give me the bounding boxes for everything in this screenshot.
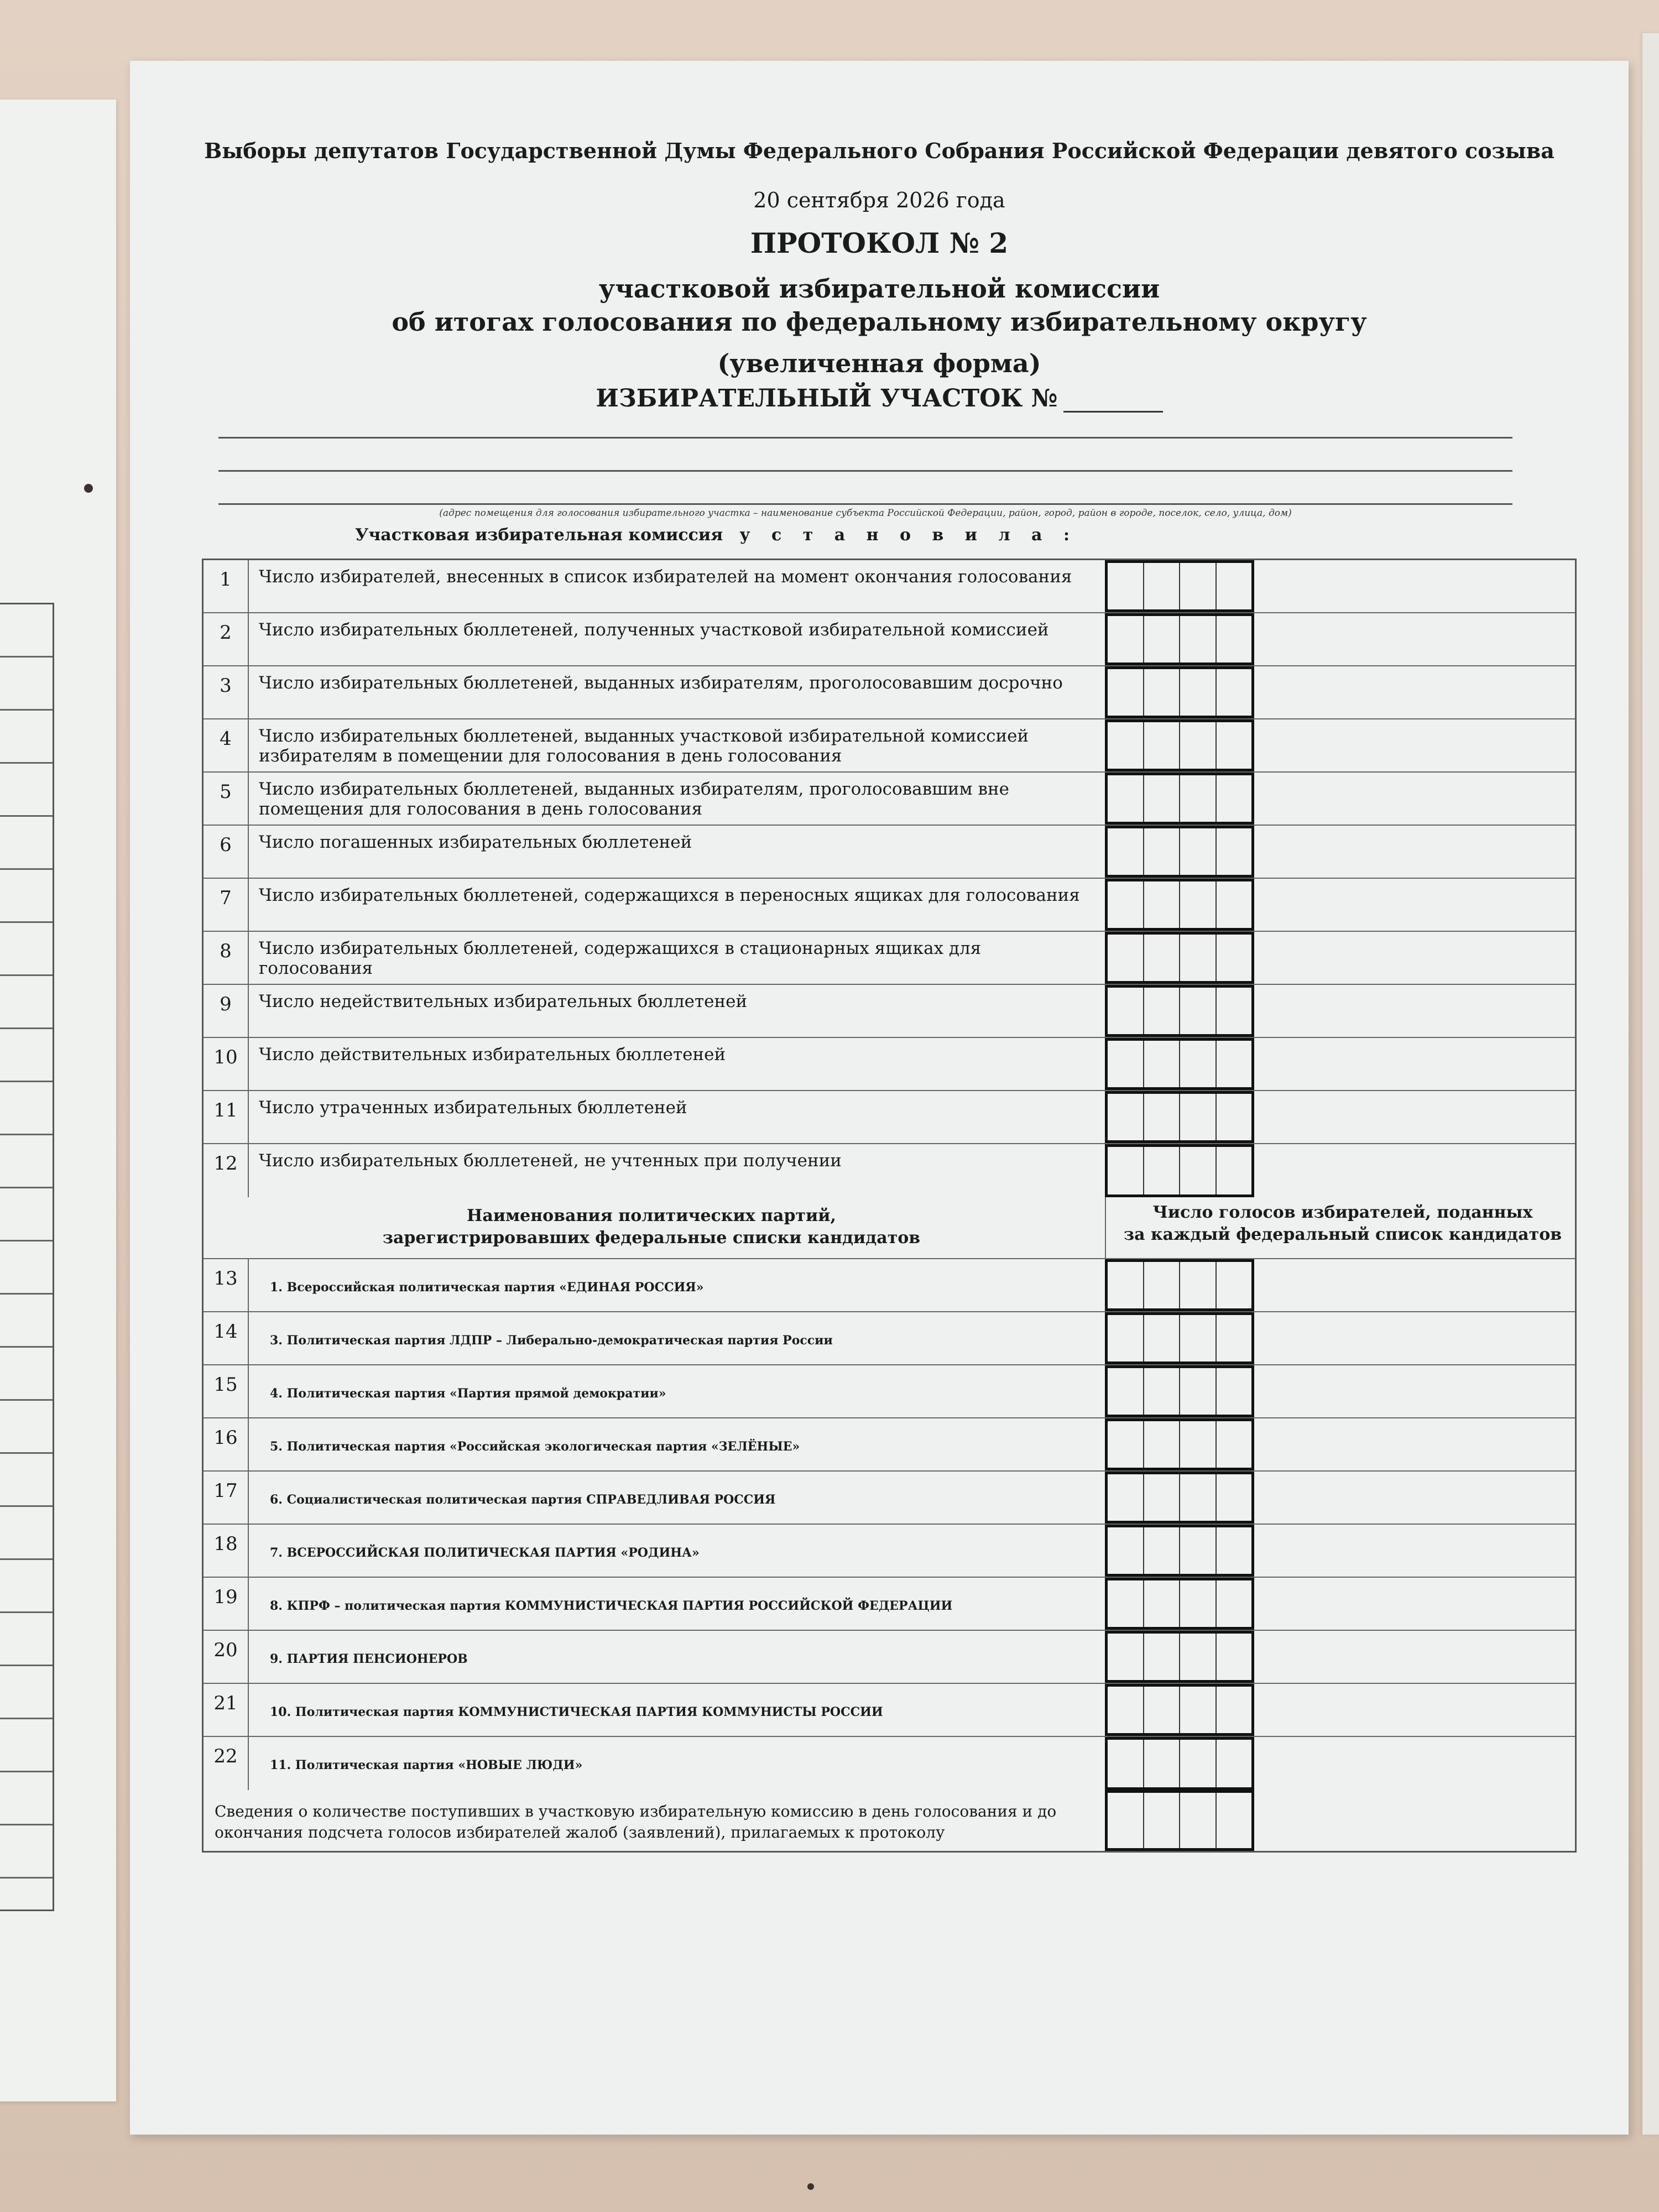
digit-cell[interactable] [1217,669,1252,716]
party-row [204,1418,1575,1472]
row-label: Число избирательных бюллетеней, содержащихся в переносных ящиках для голосования [259,885,1080,905]
digit-cell[interactable] [1144,616,1181,662]
digit-cells [1105,1418,1254,1470]
digit-cell[interactable] [1217,616,1252,662]
party-name: 4. Политическая партия «Партия прямой демократии» [270,1386,666,1401]
row-label: Число избирательных бюллетеней, полученных участковой избирательной комиссией [259,620,1049,640]
protocol-row [204,773,1575,826]
row-label: Число избирательных бюллетеней, выданных участковой избирательной комиссией избирателям в помещении для голосования в день голосования [259,726,1029,766]
parties-header-right [1110,1202,1575,1246]
row-number: 17 [204,1472,249,1524]
party-row [204,1472,1575,1525]
row-number: 1 [204,560,249,612]
digit-cell[interactable] [1144,1147,1181,1194]
parties-header-right-line2: за каждый федеральный список кандидатов [1123,1225,1562,1244]
digit-cells [1105,1525,1254,1577]
digit-cell[interactable] [1217,1368,1252,1415]
digit-cell[interactable] [1217,1580,1252,1627]
column-divider [1105,1197,1106,1258]
digit-cell[interactable] [1108,775,1144,822]
protocol-row [204,719,1575,773]
protocol-row [204,932,1575,985]
digit-cell[interactable] [1180,775,1217,822]
party-name: 11. Политическая партия «НОВЫЕ ЛЮДИ» [270,1758,583,1772]
party-row [204,1525,1575,1578]
digit-cell[interactable] [1108,1368,1144,1415]
party-row [204,1365,1575,1418]
party-row [204,1684,1575,1737]
row-label: Число утраченных избирательных бюллетеней [259,1098,687,1118]
digit-cell[interactable] [1180,1740,1217,1787]
commission-line: участковой избирательной комиссии [598,274,1160,304]
form-title-spaced: у с т а н о в и л а : [739,525,1078,545]
digit-cell[interactable] [1217,1094,1252,1140]
row-number: 6 [204,826,249,878]
row-number: 20 [204,1631,249,1683]
row-label: Число действительных избирательных бюллетеней [259,1045,726,1065]
digit-cell[interactable] [1217,1147,1252,1194]
row-number: 7 [204,879,249,931]
digit-cell[interactable] [1217,935,1252,981]
digit-cell[interactable] [1108,828,1144,875]
party-row [204,1631,1575,1684]
adjacent-sheet-table [0,603,54,1911]
digit-cell[interactable] [1180,616,1217,662]
digit-cells [1105,773,1254,825]
digit-cell[interactable] [1108,722,1144,769]
digit-cell[interactable] [1180,1147,1217,1194]
digit-cell[interactable] [1144,775,1181,822]
party-name: 3. Политическая партия ЛДПР – Либерально-демократическая партия России [270,1333,833,1348]
digit-cell[interactable] [1108,1421,1144,1468]
protocol-sheet [130,61,1629,2135]
digit-cell[interactable] [1108,1474,1144,1521]
digit-cells [1105,985,1254,1037]
digit-cells [1105,613,1254,665]
digit-cells [1105,826,1254,878]
complaints-digit-cells [1105,1790,1254,1851]
digit-cell[interactable] [1180,1634,1217,1680]
digit-cells [1105,932,1254,984]
digit-cell[interactable] [1108,1687,1144,1733]
digit-cell[interactable] [1217,1474,1252,1521]
digit-cell[interactable] [1180,1687,1217,1733]
party-row [204,1312,1575,1365]
digit-cell[interactable] [1217,881,1252,928]
digit-cell[interactable] [1144,1094,1181,1140]
protocol-row [204,1144,1575,1197]
digit-cell[interactable] [1217,1740,1252,1787]
digit-cell[interactable] [1217,1421,1252,1468]
digit-cells [1105,1472,1254,1524]
party-name: 1. Всероссийская политическая партия «ЕДИНАЯ РОССИЯ» [270,1280,704,1295]
digit-cells [1105,1259,1254,1311]
digit-cells [1105,879,1254,931]
address-line[interactable] [218,437,1512,439]
party-name: 10. Политическая партия КОММУНИСТИЧЕСКАЯ ПАРТИЯ КОММУНИСТЫ РОССИИ [270,1705,883,1719]
row-number: 3 [204,666,249,718]
elections-title: Выборы депутатов Государственной Думы Федерального Собрания Российской Федерации девятого созыва [204,138,1554,163]
digit-cell[interactable] [1217,775,1252,822]
digit-cell[interactable] [1217,722,1252,769]
digit-cell[interactable] [1108,935,1144,981]
election-date: 20 сентября 2026 года [753,188,1005,212]
row-label: Число избирательных бюллетеней, выданных избирателям, проголосовавшим досрочно [259,673,1063,693]
digit-cell[interactable] [1180,988,1217,1034]
complaints-row [204,1790,1575,1851]
row-number: 12 [204,1144,249,1197]
digit-cell[interactable] [1108,1262,1144,1308]
address-caption: (адрес помещения для голосования избирательного участка – наименование субъекта Российской Федерации, район, город, район в городе, поселок, село, улица, дом) [439,508,1292,519]
digit-cell[interactable] [1144,1634,1181,1680]
digit-cell[interactable] [1180,563,1217,609]
digit-cell[interactable] [1144,722,1181,769]
form-title-prefix: Участковая избирательная комиссия [354,525,723,545]
digit-cells [1105,560,1254,612]
digit-cell[interactable] [1108,881,1144,928]
precinct-label: ИЗБИРАТЕЛЬНЫЙ УЧАСТОК № [596,384,1058,413]
protocol-table [202,559,1577,1853]
digit-cell[interactable] [1108,1041,1144,1087]
protocol-row [204,666,1575,719]
digit-cell[interactable] [1217,1793,1252,1848]
digit-cell[interactable] [1217,563,1252,609]
digit-cell[interactable] [1180,722,1217,769]
digit-cell[interactable] [1108,1580,1144,1627]
party-name: 7. ВСЕРОССИЙСКАЯ ПОЛИТИЧЕСКАЯ ПАРТИЯ «РОДИНА» [270,1546,700,1560]
digit-cells [1105,1144,1254,1197]
digit-cell[interactable] [1180,1368,1217,1415]
digit-cell[interactable] [1144,828,1181,875]
address-line[interactable] [218,503,1512,505]
digit-cells [1105,719,1254,771]
digit-cell[interactable] [1217,988,1252,1034]
digit-cell[interactable] [1108,563,1144,609]
party-name: 6. Социалистическая политическая партия СПРАВЕДЛИВАЯ РОССИЯ [270,1493,776,1507]
digit-cell[interactable] [1180,1421,1217,1468]
digit-cell[interactable] [1108,1740,1144,1787]
protocol-rows [204,560,1575,1197]
protocol-row [204,1038,1575,1091]
digit-cells [1105,1038,1254,1090]
digit-cell[interactable] [1144,1740,1181,1787]
precinct-line [130,384,1629,413]
digit-cell[interactable] [1144,1580,1181,1627]
protocol-row [204,560,1575,613]
party-rows [204,1259,1575,1790]
digit-cell[interactable] [1144,1474,1181,1521]
digit-cell[interactable] [1180,669,1217,716]
row-number: 21 [204,1684,249,1736]
digit-cell[interactable] [1144,1315,1181,1361]
digit-cell[interactable] [1144,1041,1181,1087]
digit-cell[interactable] [1144,1368,1181,1415]
protocol-title: ПРОТОКОЛ № 2 [750,227,1009,259]
digit-cell[interactable] [1180,1094,1217,1140]
parties-header-left-line2: зарегистрировавших федеральные списки кандидатов [382,1228,921,1248]
row-label: Число избирательных бюллетеней, выданных избирателям, проголосовавшим вне помещения для голосования в день голосования [259,779,1009,819]
party-row [204,1259,1575,1312]
row-number: 4 [204,719,249,771]
party-name: 5. Политическая партия «Российская экологическая партия «ЗЕЛЁНЫЕ» [270,1439,800,1454]
digit-cell[interactable] [1108,1527,1144,1574]
digit-cell[interactable] [1108,1793,1144,1848]
form-section-title [218,525,1214,545]
row-number: 16 [204,1418,249,1470]
digit-cell[interactable] [1180,881,1217,928]
digit-cell[interactable] [1180,1474,1217,1521]
digit-cell[interactable] [1108,988,1144,1034]
digit-cell[interactable] [1180,935,1217,981]
address-line[interactable] [218,470,1512,472]
subject-line: об итогах голосования по федеральному избирательному округу [392,307,1367,337]
protocol-row [204,826,1575,879]
adjacent-sheet-left [0,100,116,2101]
wall-pin [84,484,93,493]
digit-cell[interactable] [1217,1687,1252,1733]
digit-cells [1105,1365,1254,1417]
row-number: 9 [204,985,249,1037]
parties-header-right-line1: Число голосов избирателей, поданных [1152,1203,1533,1222]
digit-cell[interactable] [1180,1262,1217,1308]
row-label: Число избирательных бюллетеней, содержащихся в стационарных ящиках для голосования [259,938,982,978]
row-label: Число погашенных избирательных бюллетеней [259,832,692,852]
form-type-line: (увеличенная форма) [717,348,1041,378]
digit-cell[interactable] [1217,1041,1252,1087]
digit-cell[interactable] [1108,1094,1144,1140]
adjacent-sheet-right [1642,33,1659,2135]
row-label: Число избирателей, внесенных в список избирателей на момент окончания голосования [259,567,1072,587]
digit-cell[interactable] [1217,1315,1252,1361]
digit-cell[interactable] [1144,1262,1181,1308]
party-name: 8. КПРФ – политическая партия КОММУНИСТИЧЕСКАЯ ПАРТИЯ РОССИЙСКОЙ ФЕДЕРАЦИИ [270,1599,953,1613]
digit-cells [1105,1312,1254,1364]
digit-cell[interactable] [1180,828,1217,875]
digit-cell[interactable] [1108,1634,1144,1680]
digit-cell[interactable] [1180,1527,1217,1574]
parties-header-left-line1: Наименования политических партий, [467,1206,836,1225]
digit-cell[interactable] [1144,881,1181,928]
row-number: 11 [204,1091,249,1143]
digit-cell[interactable] [1144,669,1181,716]
digit-cell[interactable] [1180,1315,1217,1361]
digit-cell[interactable] [1144,1687,1181,1733]
digit-cell[interactable] [1180,1793,1217,1848]
digit-cell[interactable] [1217,828,1252,875]
protocol-row [204,879,1575,932]
protocol-row [204,985,1575,1038]
digit-cell[interactable] [1217,1527,1252,1574]
digit-cells [1105,1631,1254,1683]
row-number: 2 [204,613,249,665]
row-label: Число недействительных избирательных бюллетеней [259,992,748,1011]
row-number: 22 [204,1737,249,1790]
parties-header-left [204,1205,1099,1249]
digit-cell[interactable] [1144,1793,1181,1848]
row-number: 15 [204,1365,249,1417]
complaints-label: Сведения о количестве поступивших в участковую избирательную комиссию в день голосования и до окончания подсчета голосов избирателей жалоб (заявлений), прилагаемых к протоколу [215,1802,1057,1841]
party-row [204,1578,1575,1631]
digit-cells [1105,1684,1254,1736]
digit-cell[interactable] [1180,1041,1217,1087]
digit-cell[interactable] [1217,1262,1252,1308]
digit-cell[interactable] [1108,616,1144,662]
protocol-row [204,1091,1575,1144]
row-number: 5 [204,773,249,825]
row-number: 19 [204,1578,249,1630]
digit-cell[interactable] [1144,563,1181,609]
digit-cell[interactable] [1144,1421,1181,1468]
wall-pin [807,2183,814,2190]
digit-cell[interactable] [1108,669,1144,716]
row-number: 10 [204,1038,249,1090]
digit-cell[interactable] [1108,1315,1144,1361]
precinct-number-blank[interactable] [1063,389,1163,413]
party-row [204,1737,1575,1790]
digit-cell[interactable] [1144,935,1181,981]
digit-cells [1105,1578,1254,1630]
digit-cells [1105,666,1254,718]
digit-cells [1105,1737,1254,1790]
protocol-row [204,613,1575,666]
row-number: 13 [204,1259,249,1311]
row-label: Число избирательных бюллетеней, не учтенных при получении [259,1151,842,1171]
parties-header [204,1197,1575,1259]
row-number: 8 [204,932,249,984]
row-number: 18 [204,1525,249,1577]
digit-cell[interactable] [1180,1580,1217,1627]
digit-cell[interactable] [1108,1147,1144,1194]
digit-cell[interactable] [1217,1634,1252,1680]
party-name: 9. ПАРТИЯ ПЕНСИОНЕРОВ [270,1652,468,1666]
digit-cell[interactable] [1144,988,1181,1034]
digit-cell[interactable] [1144,1527,1181,1574]
digit-cells [1105,1091,1254,1143]
row-number: 14 [204,1312,249,1364]
